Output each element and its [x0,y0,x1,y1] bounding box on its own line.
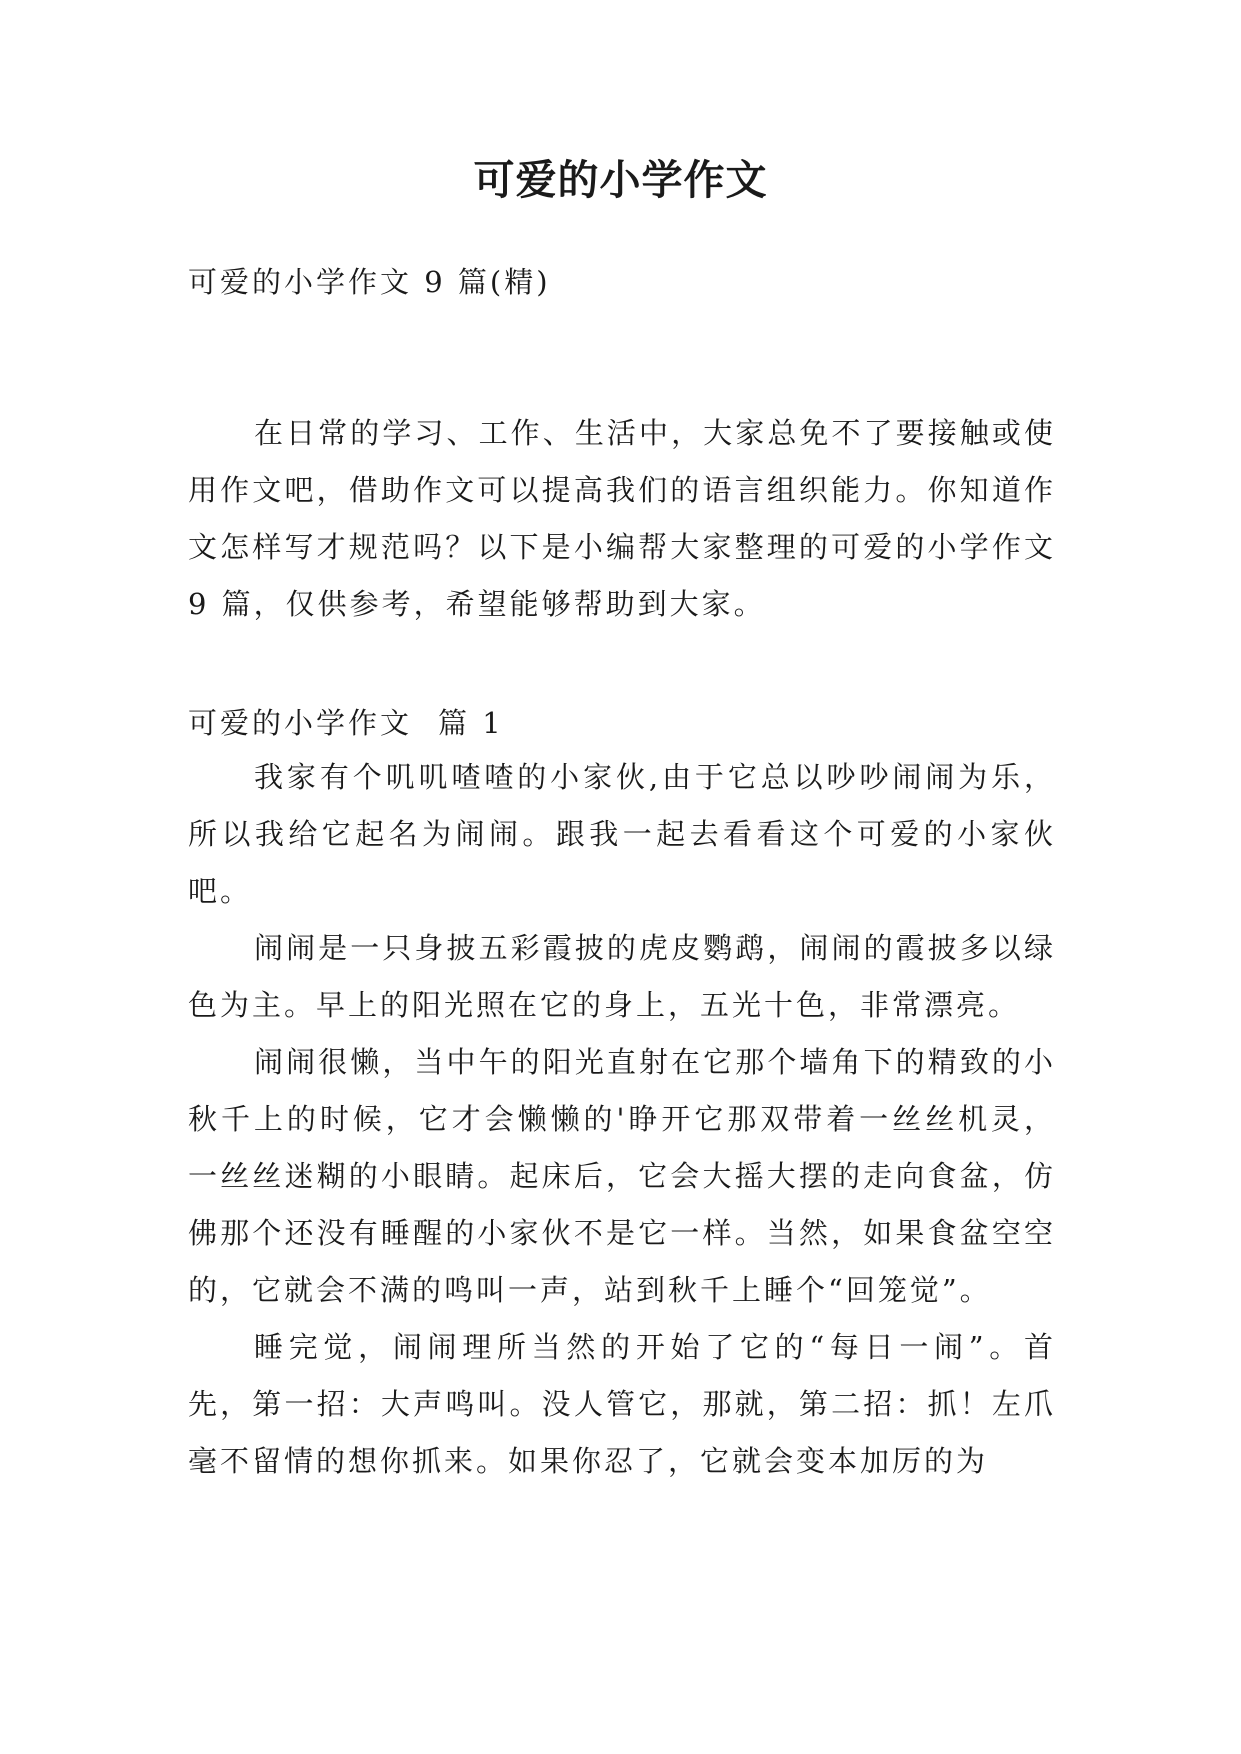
essay-paragraph: 闹闹是一只身披五彩霞披的虎皮鹦鹉，闹闹的霞披多以绿色为主。早上的阳光照在它的身上，五光十色，非常漂亮。 [188,931,1056,1022]
essay-paragraph: 睡完觉，闹闹理所当然的开始了它的“每日一闹”。首先，第一招：大声鸣叫。没人管它，那就，第二招：抓！左爪毫不留情的想你抓来。如果你忍了，它就会变本加厉的为 [188,1330,1056,1478]
intro-section [188,405,1056,633]
essay-paragraph: 我家有个叽叽喳喳的小家伙,由于它总以吵吵闹闹为乐，所以我给它起名为闹闹。跟我一起去看看这个可爱的小家伙吧。 [188,760,1056,908]
document-title: 可爱的小学作文 [473,156,768,204]
intro-paragraph: 在日常的学习、工作、生活中，大家总免不了要接触或使用作文吧，借助作文可以提高我们的语言组织能力。你知道作文怎样写才规范吗？以下是小编帮大家整理的可爱的小学作文 9 篇，仅供参考，希望能够帮助到大家。 [188,416,1056,621]
document-subtitle: 可爱的小学作文 9 篇(精) [188,265,551,299]
section-heading-title: 可爱的小学作文 [188,706,413,740]
section-heading [188,703,504,743]
essay-body [188,749,1056,1490]
section-heading-number: 篇 1 [438,706,504,740]
essay-paragraph: 闹闹很懒，当中午的阳光直射在它那个墙角下的精致的小秋千上的时候，它才会懒懒的'睁开它那双带着一丝丝机灵，一丝丝迷糊的小眼睛。起床后，它会大摇大摆的走向食盆，仿佛那个还没有睡醒的小家伙不是它一样。当然，如果食盆空空的，它就会不满的鸣叫一声，站到秋千上睡个“回笼觉”。 [188,1045,1056,1307]
